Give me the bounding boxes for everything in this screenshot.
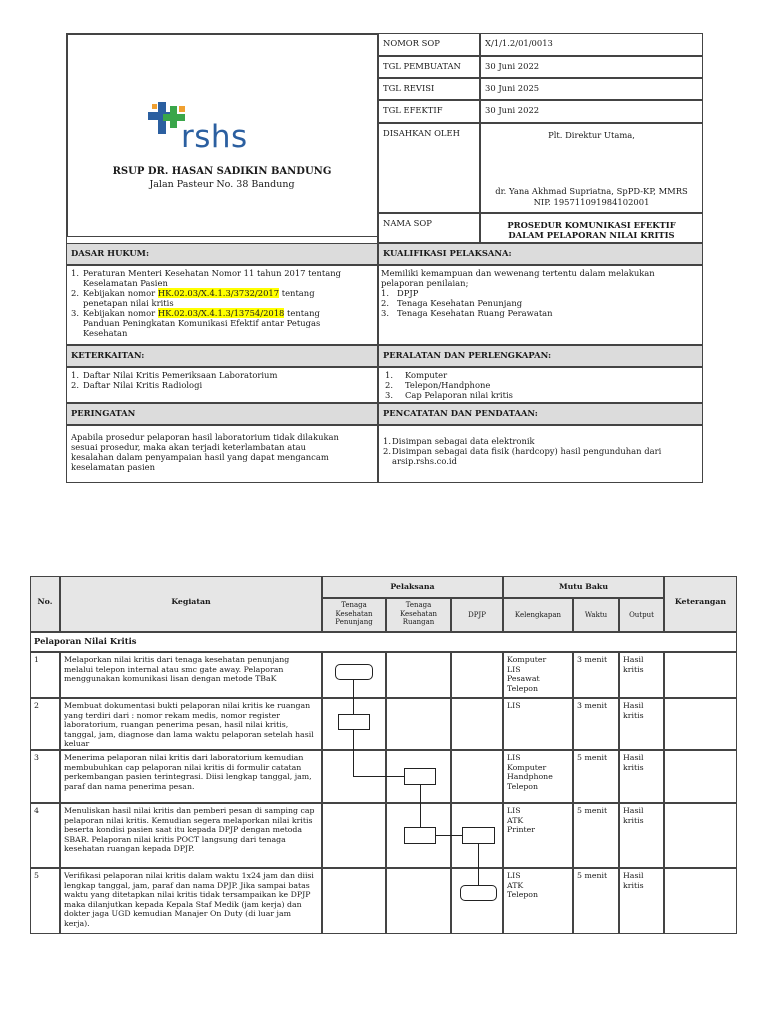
kualifikasi-item: 1. DPJP (381, 288, 419, 298)
section-title: Pelaporan Nilai Kritis (30, 632, 737, 652)
nama-sop-value (480, 213, 703, 243)
row-keterangan (664, 652, 737, 698)
row-kegiatan: Menuliskan hasil nilai kritis dan pemberi pesan di samping cap pelaporan nilai kritis. Kemudian segera melaporkan nilai kritis beserta kondisi pasien saat itu kepada DPJP dengan metoda SBAR. Pelaporan nilai kritis POCT langsung dari tenaga kesehatan ruangan kepada DPJP. (60, 803, 322, 868)
kualifikasi-title: KUALIFIKASI PELAKSANA: (378, 243, 703, 265)
peringatan-title: PERINGATAN (66, 403, 378, 425)
row-cell (451, 698, 503, 750)
pencatatan-list (378, 425, 703, 483)
flow-start-terminator (335, 664, 373, 680)
row-output: Hasil kritis (619, 652, 664, 698)
keterkaitan-list (66, 367, 378, 403)
disahkan-cell (480, 123, 703, 213)
procedure-table (30, 576, 737, 934)
col-mutu-header: Mutu Baku (503, 576, 664, 598)
tgl-revisi-value: 30 Juni 2025 (480, 78, 703, 100)
peringatan-text (66, 425, 378, 483)
row-keterangan (664, 803, 737, 868)
row-kelengkapan: LIS (503, 698, 573, 750)
flow-step-4a (404, 827, 436, 844)
row-no: 3 (30, 750, 60, 803)
dasar-hukum-title: DASAR HUKUM: (66, 243, 378, 265)
nomor-sop-value: X/1/1.2/01/0013 (480, 33, 703, 56)
peralatan-item: 2. Telepon/Handphone (385, 380, 491, 390)
col-m3-header: Output (619, 598, 664, 632)
row-cell (451, 652, 503, 698)
flow-connector (478, 844, 479, 885)
col-m2-header: Waktu (573, 598, 619, 632)
disahkan-nip: NIP. 195711091984102001 (533, 197, 650, 207)
row-keterangan (664, 868, 737, 934)
row-waktu: 3 menit (573, 698, 619, 750)
row-no: 1 (30, 652, 60, 698)
kualifikasi-item: 3. Tenaga Kesehatan Ruang Perawatan (381, 308, 553, 318)
nomor-sop-label: NOMOR SOP (378, 33, 480, 56)
peringatan-line: keselamatan pasien (71, 462, 155, 472)
row-no: 5 (30, 868, 60, 934)
flow-connector (436, 835, 462, 836)
peringatan-line: sesuai prosedur, maka akan terjadi keterlambatan atau (71, 442, 306, 452)
flow-step-3 (404, 768, 436, 785)
keterkaitan-item: 2. Daftar Nilai Kritis Radiologi (71, 380, 203, 390)
row-kelengkapan: LIS ATK Telepon (503, 868, 573, 934)
col-keterangan-header: Keterangan (664, 576, 737, 632)
flow-end-terminator (460, 885, 497, 901)
peringatan-line: Apabila prosedur pelaporan hasil laboratorium tidak dilakukan (71, 432, 339, 442)
row-waktu: 5 menit (573, 803, 619, 868)
kualifikasi-item: 2. Tenaga Kesehatan Penunjang (381, 298, 523, 308)
keterkaitan-item: 1. Daftar Nilai Kritis Pemeriksaan Laboratorium (71, 370, 278, 380)
flow-connector (353, 730, 354, 777)
row-cell (322, 868, 386, 934)
flow-connector (353, 680, 354, 714)
row-cell (451, 750, 503, 803)
row-waktu: 3 menit (573, 652, 619, 698)
flow-step-2 (338, 714, 370, 730)
flow-connector (353, 776, 405, 777)
row-keterangan (664, 698, 737, 750)
row-waktu: 5 menit (573, 868, 619, 934)
nama-sop-line-2: DALAM PELAPORAN NILAI KRITIS (508, 230, 675, 240)
row-kelengkapan: Komputer LIS Pesawat Telepon (503, 652, 573, 698)
col-m1-header: Kelengkapan (503, 598, 573, 632)
row-kelengkapan: LIS Komputer Handphone Telepon (503, 750, 573, 803)
row-kegiatan: Verifikasi pelaporan nilai kritis dalam waktu 1x24 jam dan diisi lengkap tanggal, jam, paraf dan nama DPJP. Jika sampai batas waktu yang ditetapkan nilai kritis tidak tersampaikan ke DPJP maka dilanjutkan kepada Kepala Staf Medik (jam kerja) dan dokter jaga UGD kemudian Manajer On Duty (di luar jam kerja). (60, 868, 322, 934)
keterkaitan-title: KETERKAITAN: (66, 345, 378, 367)
kualifikasi-intro-2: pelaporan penilaian; (381, 278, 469, 288)
col-pelaksana-header: Pelaksana (322, 576, 503, 598)
hospital-name: RSUP DR. HASAN SADIKIN BANDUNG (112, 166, 332, 177)
col-kegiatan-header: Kegiatan (60, 576, 322, 632)
peringatan-line: kesalahan dalam penyampaian hasil yang dapat mengancam (71, 452, 329, 462)
identity-border (66, 33, 378, 243)
col-no-header: No. (30, 576, 60, 632)
row-output: Hasil kritis (619, 803, 664, 868)
peralatan-item: 1. Komputer (385, 370, 448, 380)
tgl-pembuatan-label: TGL PEMBUATAN (378, 56, 480, 78)
row-output: Hasil kritis (619, 750, 664, 803)
row-no: 4 (30, 803, 60, 868)
kualifikasi-list (378, 265, 703, 345)
pencatatan-item: 1. Disimpan sebagai data elektronik (383, 436, 535, 446)
row-cell (451, 868, 503, 934)
hospital-address: Jalan Pasteur No. 38 Bandung (149, 179, 295, 190)
disahkan-name: dr. Yana Akhmad Supriatna, SpPD-KP, MMRS (495, 186, 688, 196)
tgl-efektif-value: 30 Juni 2022 (480, 100, 703, 123)
nama-sop-label: NAMA SOP (378, 213, 480, 243)
row-kegiatan: Menerima pelaporan nilai kritis dari laboratorium kemudian membubuhkan cap pelaporan nilai kritis di formulir catatan perkembangan pasien terintegrasi. Diisi lengkap tanggal, jam, paraf dan nama penerima pesan. (60, 750, 322, 803)
row-cell (322, 803, 386, 868)
row-kegiatan: Membuat dokumentasi bukti pelaporan nilai kritis ke ruangan yang terdiri dari : nomor rekam medis, nomor register laboratorium, ruangan penerima pesan, hasil nilai kritis, tanggal, jam, diagnose dan lama waktu pelaporan setelah hasil keluar (60, 698, 322, 750)
row-keterangan (664, 750, 737, 803)
pencatatan-title: PENCATATAN DAN PENDATAAN: (378, 403, 703, 425)
tgl-pembuatan-value: 30 Juni 2022 (480, 56, 703, 78)
pencatatan-item: 2. Disimpan sebagai data fisik (hardcopy) hasil pengunduhan dari arsip.rshs.co.id (383, 446, 662, 466)
row-output: Hasil kritis (619, 868, 664, 934)
tgl-revisi-label: TGL REVISI (378, 78, 480, 100)
col-p3-header: DPJP (451, 598, 503, 632)
dasar-hukum-list (66, 265, 378, 345)
peralatan-list (378, 367, 703, 403)
disahkan-title: Plt. Direktur Utama, (548, 130, 635, 140)
logo-text: rshs (181, 119, 248, 155)
col-p2-header: Tenaga Kesehatan Ruangan (386, 598, 451, 632)
dasar-hukum-item: 3. Kebijakan nomor HK.02.03/X.4.1.3/13754/2018 tentang Panduan Peningkatan Komunikasi Efektif antar Petugas Kesehatan (71, 308, 321, 338)
row-no: 2 (30, 698, 60, 750)
flow-connector (420, 785, 421, 827)
flow-step-4b (462, 827, 495, 844)
col-p1-header: Tenaga Kesehatan Penunjang (322, 598, 386, 632)
row-output: Hasil kritis (619, 698, 664, 750)
row-kelengkapan: LIS ATK Printer (503, 803, 573, 868)
disahkan-label: DISAHKAN OLEH (378, 123, 480, 213)
peralatan-title: PERALATAN DAN PERLENGKAPAN: (378, 345, 703, 367)
peralatan-item: 3. Cap Pelaporan nilai kritis (385, 390, 513, 400)
nama-sop-line-1: PROSEDUR KOMUNIKASI EFEKTIF (507, 220, 676, 230)
row-cell (386, 652, 451, 698)
row-waktu: 5 menit (573, 750, 619, 803)
row-cell (386, 868, 451, 934)
row-cell (386, 698, 451, 750)
kualifikasi-intro-1: Memiliki kemampuan dan wewenang tertentu dalam melakukan (381, 268, 655, 278)
dasar-hukum-item: 2. Kebijakan nomor HK.02.03/X.4.1.3/3732/2017 tentang penetapan nilai kritis (71, 288, 315, 308)
dasar-hukum-item: 1. Peraturan Menteri Kesehatan Nomor 11 tahun 2017 tentang Keselamatan Pasien (71, 268, 342, 288)
row-kegiatan: Melaporkan nilai kritis dari tenaga kesehatan penunjang melalui telepon internal atau smc gate away. Pelaporan menggunakan komunikasi lisan dengan metode TBaK (60, 652, 322, 698)
tgl-efektif-label: TGL EFEKTIF (378, 100, 480, 123)
